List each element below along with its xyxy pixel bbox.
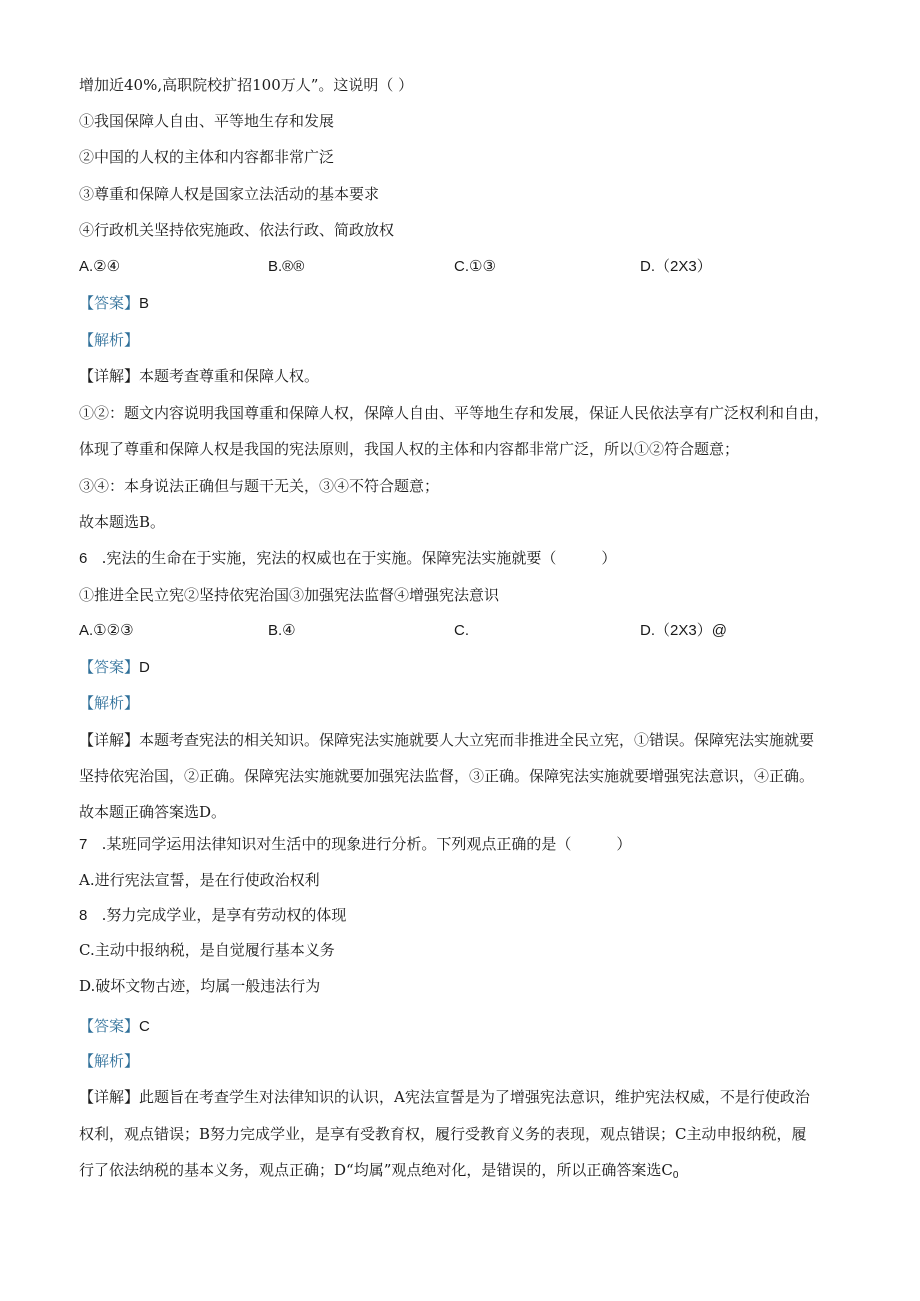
analysis-tag: 【解析】 — [79, 694, 140, 712]
q7-analysis-line-1 — [79, 1087, 810, 1107]
q6-analysis-line-3: 故本题正确答案选D。 — [79, 803, 227, 821]
q5-answer: B — [139, 295, 150, 312]
q7-option-b-text: .努力完成学业，是享有劳动权的体现 — [101, 906, 347, 924]
q5-answer-line — [79, 293, 149, 314]
detail-tag: 【详解】 — [79, 367, 140, 385]
q7-analysis-line-2: 权利，观点错误；B努力完成学业，是享有受教育权，履行受教育义务的表现，观点错误；C主动申报纳税，履 — [79, 1125, 807, 1143]
q6-option-b: B.④ — [268, 622, 296, 639]
q6-stem — [79, 548, 616, 569]
q6-analysis-text-1: 本题考查宪法的相关知识。保障宪法实施就要人大立宪而非推进全民立宪，①错误。保障宪法实施就要 — [139, 731, 815, 749]
q5-item-2: ②中国的人权的主体和内容都非常广泛 — [79, 148, 335, 166]
q6-answer: D — [139, 659, 150, 676]
analysis-tag: 【解析】 — [79, 1052, 140, 1070]
q7-option-a: A.进行宪法宣誓，是在行使政治权利 — [79, 871, 320, 889]
q6-items: ①推进全民立宪②坚持依宪治国③加强宪法监督④增强宪法意识 — [79, 586, 500, 604]
q7-option-c: C.主动中报纳税，是自觉履行基本义务 — [79, 941, 335, 959]
answer-tag: 【答案】 — [79, 658, 140, 676]
q7-analysis-line-3 — [79, 1160, 678, 1186]
q6-number: 6 — [79, 550, 88, 567]
q6-analysis-line-2: 坚持依宪治国，②正确。保障宪法实施就要加强宪法监督，③正确。保障宪法实施就要增强宪法意识，④正确。 — [79, 767, 815, 785]
q8-number: 8 — [79, 907, 88, 924]
q6-option-d: D.（2X3）@ — [640, 622, 727, 639]
analysis-tag: 【解析】 — [79, 331, 140, 349]
q7-stem — [79, 834, 631, 855]
q6-answer-line — [79, 657, 150, 678]
q7-option-d: D.破坏文物古迹，均属一般违法行为 — [79, 977, 321, 995]
q6-analysis-line-1 — [79, 730, 814, 750]
q5-stem-tail: 增加近40%,高职院校扩招100万人”。这说明（ ） — [79, 76, 414, 94]
q6-analysis-tag — [79, 693, 139, 713]
q7-answer: C — [139, 1018, 150, 1035]
q5-item-3: ③尊重和保障人权是国家立法活动的基本要求 — [79, 185, 380, 203]
q5-detail: 本题考查尊重和保障人权。 — [139, 367, 320, 385]
q5-item-4: ④行政机关坚持依宪施政、依法行政、简政放权 — [79, 221, 395, 239]
q7-analysis-text-1: 此题旨在考查学生对法律知识的认识，A宪法宣誓是为了增强宪法意识，维护宪法权威，不是行使政治 — [139, 1088, 810, 1106]
q5-analysis-line-3: ③④：本身说法正确但与题干无关，③④不符合题意； — [79, 477, 440, 495]
q6-stem-text: .宪法的生命在于实施，宪法的权威也在于实施。保障宪法实施就要（ ） — [101, 549, 617, 567]
answer-tag: 【答案】 — [79, 1017, 140, 1035]
q6-option-a: A.①②③ — [79, 622, 134, 639]
q7-subscript: 0 — [672, 1170, 679, 1181]
q5-analysis-line-1: ①②：题文内容说明我国尊重和保障人权，保障人自由、平等地生存和发展，保证人民依法享有广泛权利和自由， — [79, 404, 830, 422]
q5-analysis-tag — [79, 330, 139, 350]
detail-tag: 【详解】 — [79, 731, 140, 749]
q7-answer-line — [79, 1016, 150, 1037]
q5-item-1: ①我国保障人自由、平等地生存和发展 — [79, 112, 335, 130]
q5-option-b: B.®® — [268, 258, 305, 275]
answer-tag: 【答案】 — [79, 294, 140, 312]
q7-analysis-tag — [79, 1051, 139, 1071]
q7-number: 7 — [79, 836, 88, 853]
q6-option-c: C. — [454, 622, 469, 639]
q5-detail-line — [79, 366, 319, 386]
q7-analysis-text-3: 行了依法纳税的基本义务，观点正确；D“均属”观点绝对化，是错误的，所以正确答案选C — [79, 1161, 673, 1179]
q5-analysis-line-2: 体现了尊重和保障人权是我国的宪法原则，我国人权的主体和内容都非常广泛，所以①②符合题意； — [79, 440, 740, 458]
q7-stem-text: .某班同学运用法律知识对生活中的现象进行分析。下列观点正确的是（ ） — [101, 835, 632, 853]
q5-option-d: D.（2X3） — [640, 258, 712, 275]
q5-option-a: A.②④ — [79, 258, 121, 275]
q7-option-b — [79, 905, 346, 926]
q5-analysis-line-4: 故本题选B。 — [79, 513, 166, 531]
detail-tag: 【详解】 — [79, 1088, 140, 1106]
q5-option-c: C.①③ — [454, 258, 496, 275]
